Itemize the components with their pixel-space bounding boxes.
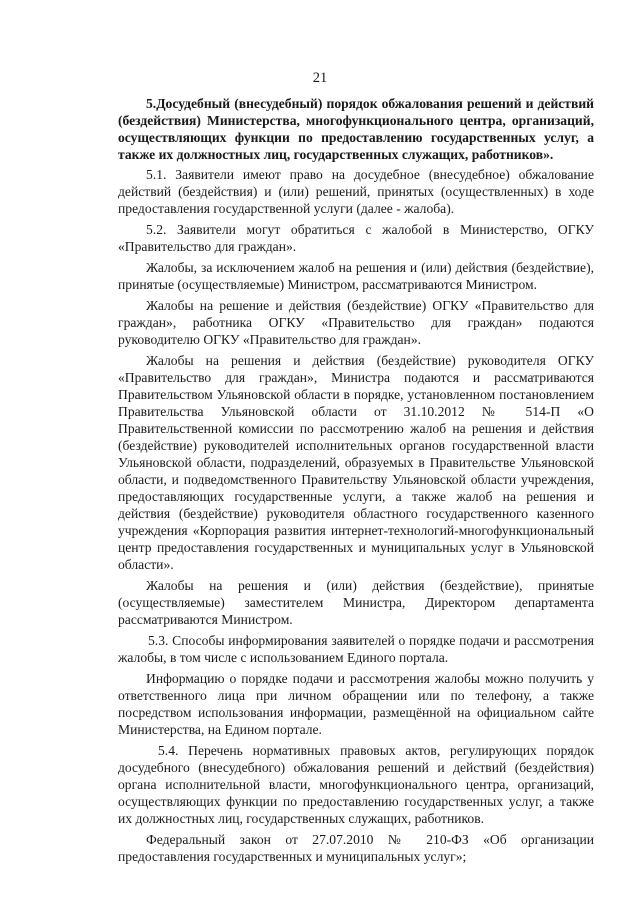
paragraph-5-1: 5.1. Заявители имеют право на досудебное (внесудебное) обжалование действий (бездействия) и (или) решений, принятых (осуществленных) в ходе предоставления государственной услуги (далее - жалоба). xyxy=(118,167,594,216)
paragraph-information: Информацию о порядке подачи и рассмотрения жалобы можно получить у ответственного лица при личном обращении или по телефону, а также посредством использования информации, размещённой на официальном сайте Министерства, на Едином портале. xyxy=(118,671,594,737)
paragraph-5-2: 5.2. Заявители могут обратиться с жалобой в Министерство, ОГКУ «Правительство для граждан». xyxy=(118,222,594,254)
page-number: 21 xyxy=(312,70,328,86)
paragraph-complaints-minister: Жалобы, за исключением жалоб на решения и (или) действия (бездействие), принятые (осуществляемые) Министром, рассматриваются Министром. xyxy=(118,260,594,292)
section-heading: 5.Досудебный (внесудебный) порядок обжалования решений и действий (бездействия) Министерства, многофункционального центра, организаций, осуществляющих функции по предоставлению государственных услуг, а также их должностных лиц, государственных служащих, работников». xyxy=(118,96,594,162)
document-body xyxy=(118,95,594,869)
paragraph-federal-law: Федеральный закон от 27.07.2010 № 210-ФЗ «Об организации предоставления государственных и муниципальных услуг»; xyxy=(118,832,594,864)
paragraph-complaints-ogku: Жалобы на решение и действия (бездействие) ОГКУ «Правительство для граждан», работника ОГКУ «Правительство для граждан» подаются руководителю ОГКУ «Правительство для граждан». xyxy=(118,298,594,347)
paragraph-complaints-government: Жалобы на решения и действия (бездействие) руководителя ОГКУ «Правительство для граждан», Министра подаются и рассматриваются Правительством Ульяновской области в порядке, установленном постановлением Правительства Ульяновской области от 31.10.2012 № 514-П «О Правительственной комиссии по рассмотрению жалоб на решения и действия (бездействие) руководителей исполнительных органов государственной власти Ульяновской области, подразделений, образуемых в Правительстве Ульяновской области, и подведомственного Правительству Ульяновской области учреждения, предоставляющих государственные услуги, а также жалоб на решения и действия (бездействие) руководителя областного государственного казенного учреждения «Корпорация развития интернет-технологий-многофункциональный центр предоставления государственных и муниципальных услуг в Ульяновской области». xyxy=(118,353,594,572)
paragraph-5-4: 5.4. Перечень нормативных правовых актов, регулирующих порядок досудебного (внесудебного) обжалования решений и действий (бездействия) органа исполнительной власти, многофункционального центра, организаций, осуществляющих функции по предоставлению государственных услуг, а также их должностных лиц, государственных служащих, работников. xyxy=(118,743,594,826)
paragraph-complaints-deputy: Жалобы на решения и (или) действия (бездействие), принятые (осуществляемые) заместителем Министра, Директором департамента рассматриваются Министром. xyxy=(118,578,594,627)
paragraph-5-3: 5.3. Способы информирования заявителей о порядке подачи и рассмотрения жалобы, в том числе с использованием Единого портала. xyxy=(118,633,594,665)
